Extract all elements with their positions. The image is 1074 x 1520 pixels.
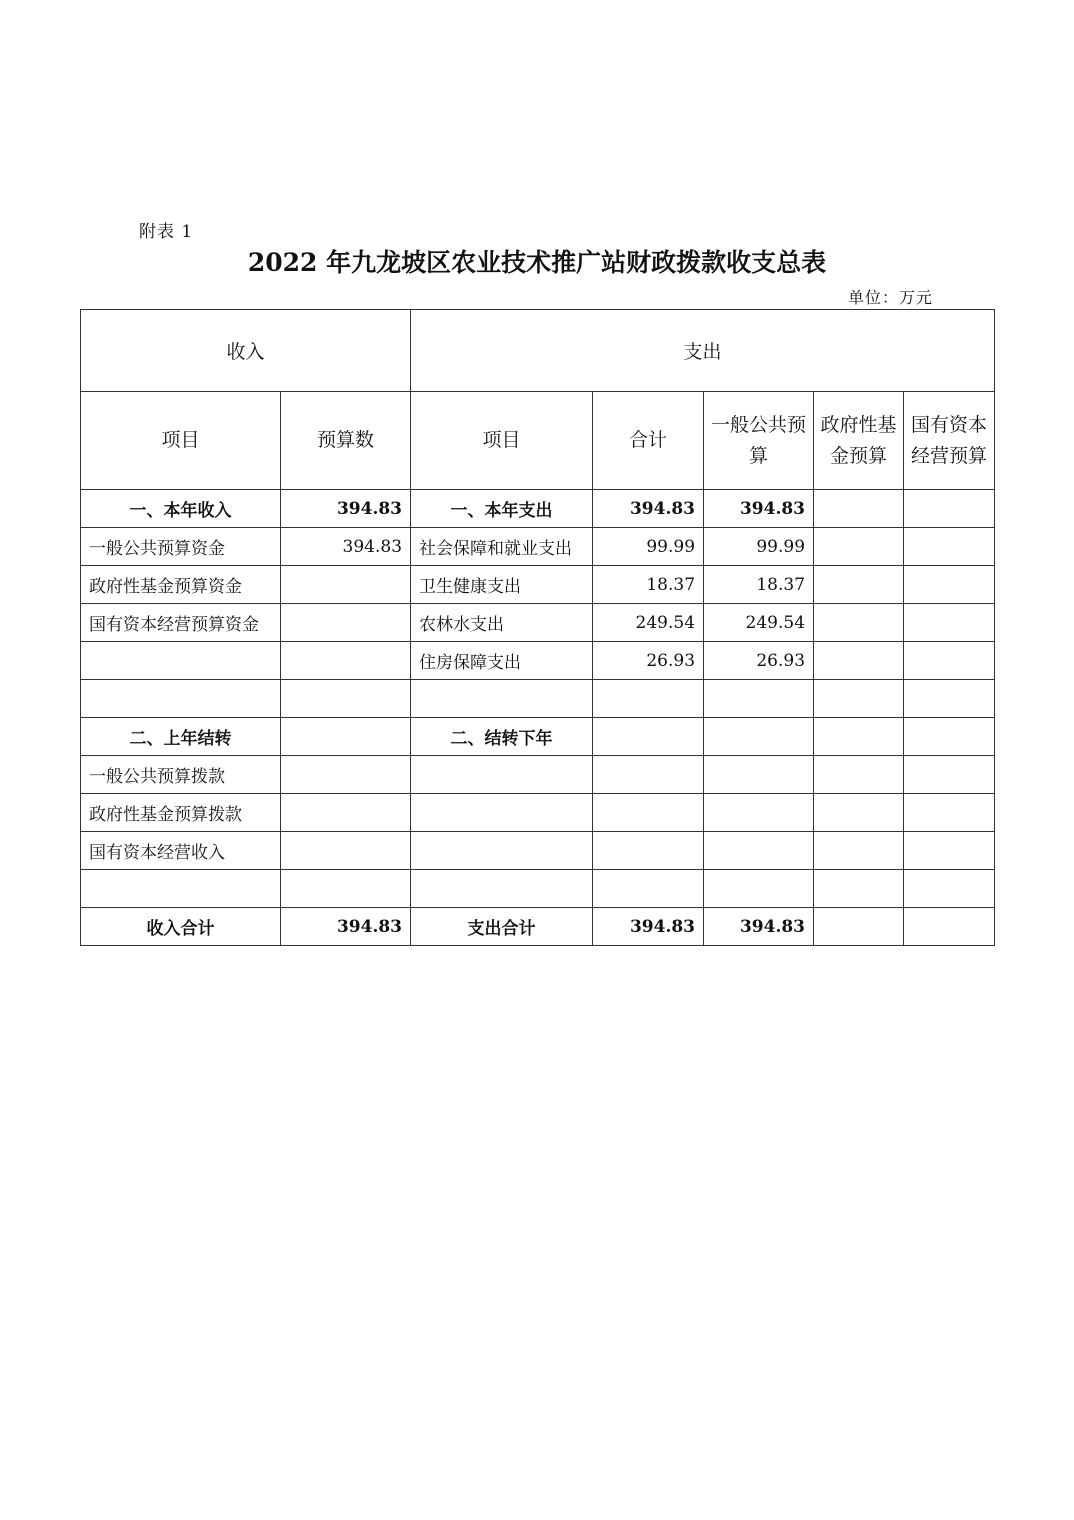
state-capital-cell <box>904 528 995 566</box>
general-public-cell: 18.37 <box>704 566 814 604</box>
table-row <box>81 490 995 528</box>
expense-item-cell <box>411 680 593 718</box>
gov-fund-cell <box>814 832 904 870</box>
gov-fund-cell <box>814 870 904 908</box>
income-budget-cell <box>281 794 411 832</box>
general-public-cell: 26.93 <box>704 642 814 680</box>
income-budget-cell <box>281 566 411 604</box>
table-row <box>81 566 995 604</box>
total-cell <box>593 756 704 794</box>
column-header-row <box>81 392 995 490</box>
table-row <box>81 756 995 794</box>
state-capital-cell <box>904 870 995 908</box>
expense-item-cell <box>411 870 593 908</box>
general-public-cell <box>704 832 814 870</box>
general-public-cell: 394.83 <box>704 908 814 946</box>
expense-item-cell: 社会保障和就业支出 <box>411 528 593 566</box>
table-row <box>81 528 995 566</box>
gov-fund-cell <box>814 528 904 566</box>
table-row <box>81 870 995 908</box>
state-capital-cell <box>904 832 995 870</box>
state-capital-cell <box>904 908 995 946</box>
income-item-cell: 政府性基金预算资金 <box>81 566 281 604</box>
state-capital-cell <box>904 566 995 604</box>
state-capital-cell <box>904 680 995 718</box>
income-budget-cell <box>281 642 411 680</box>
gov-fund-cell <box>814 490 904 528</box>
table-row <box>81 908 995 946</box>
income-item-cell <box>81 680 281 718</box>
table-row <box>81 718 995 756</box>
income-budget-cell <box>281 870 411 908</box>
budget-summary-table <box>80 309 995 946</box>
table-row <box>81 680 995 718</box>
col-state-capital-budget: 国有资本经营预算 <box>904 392 995 490</box>
total-cell <box>593 680 704 718</box>
income-item-cell: 收入合计 <box>81 908 281 946</box>
general-public-cell <box>704 680 814 718</box>
header-group-row <box>81 310 995 392</box>
income-item-cell: 二、上年结转 <box>81 718 281 756</box>
state-capital-cell <box>904 756 995 794</box>
col-gov-fund-budget: 政府性基金预算 <box>814 392 904 490</box>
total-cell <box>593 794 704 832</box>
expense-item-cell: 住房保障支出 <box>411 642 593 680</box>
total-cell: 26.93 <box>593 642 704 680</box>
income-item-cell: 一般公共预算拨款 <box>81 756 281 794</box>
expense-item-cell <box>411 832 593 870</box>
table-row <box>81 794 995 832</box>
unit-label: 单位：万元 <box>848 288 934 307</box>
total-cell: 99.99 <box>593 528 704 566</box>
col-general-public-budget: 一般公共预算 <box>704 392 814 490</box>
income-budget-cell <box>281 756 411 794</box>
income-budget-cell <box>281 832 411 870</box>
gov-fund-cell <box>814 604 904 642</box>
general-public-cell <box>704 756 814 794</box>
income-group-header: 收入 <box>81 310 411 392</box>
col-total: 合计 <box>593 392 704 490</box>
gov-fund-cell <box>814 566 904 604</box>
income-item-cell: 国有资本经营预算资金 <box>81 604 281 642</box>
table-row <box>81 604 995 642</box>
expense-item-cell: 二、结转下年 <box>411 718 593 756</box>
general-public-cell <box>704 870 814 908</box>
income-budget-cell <box>281 680 411 718</box>
state-capital-cell <box>904 718 995 756</box>
total-cell <box>593 832 704 870</box>
total-cell: 394.83 <box>593 908 704 946</box>
total-cell <box>593 718 704 756</box>
income-item-cell: 政府性基金预算拨款 <box>81 794 281 832</box>
col-expense-item: 项目 <box>411 392 593 490</box>
income-item-cell <box>81 642 281 680</box>
table-row <box>81 832 995 870</box>
income-budget-cell: 394.83 <box>281 490 411 528</box>
total-cell <box>593 870 704 908</box>
general-public-cell <box>704 794 814 832</box>
gov-fund-cell <box>814 718 904 756</box>
state-capital-cell <box>904 642 995 680</box>
expense-item-cell: 卫生健康支出 <box>411 566 593 604</box>
income-item-cell <box>81 870 281 908</box>
expense-item-cell: 农林水支出 <box>411 604 593 642</box>
gov-fund-cell <box>814 642 904 680</box>
page-title: 2022 年九龙坡区农业技术推广站财政拨款收支总表 <box>247 248 827 277</box>
general-public-cell <box>704 718 814 756</box>
expense-group-header: 支出 <box>411 310 995 392</box>
total-cell: 249.54 <box>593 604 704 642</box>
income-item-cell: 国有资本经营收入 <box>81 832 281 870</box>
income-item-cell: 一、本年收入 <box>81 490 281 528</box>
general-public-cell: 249.54 <box>704 604 814 642</box>
income-budget-cell <box>281 604 411 642</box>
expense-item-cell <box>411 794 593 832</box>
gov-fund-cell <box>814 794 904 832</box>
attachment-label: 附表 1 <box>139 222 194 242</box>
total-cell: 394.83 <box>593 490 704 528</box>
gov-fund-cell <box>814 680 904 718</box>
state-capital-cell <box>904 794 995 832</box>
expense-item-cell: 一、本年支出 <box>411 490 593 528</box>
state-capital-cell <box>904 490 995 528</box>
income-item-cell: 一般公共预算资金 <box>81 528 281 566</box>
gov-fund-cell <box>814 908 904 946</box>
expense-item-cell <box>411 756 593 794</box>
col-income-item: 项目 <box>81 392 281 490</box>
total-cell: 18.37 <box>593 566 704 604</box>
expense-item-cell: 支出合计 <box>411 908 593 946</box>
income-budget-cell: 394.83 <box>281 908 411 946</box>
income-budget-cell <box>281 718 411 756</box>
general-public-cell: 394.83 <box>704 490 814 528</box>
income-budget-cell: 394.83 <box>281 528 411 566</box>
general-public-cell: 99.99 <box>704 528 814 566</box>
state-capital-cell <box>904 604 995 642</box>
gov-fund-cell <box>814 756 904 794</box>
table-row <box>81 642 995 680</box>
col-income-budget: 预算数 <box>281 392 411 490</box>
